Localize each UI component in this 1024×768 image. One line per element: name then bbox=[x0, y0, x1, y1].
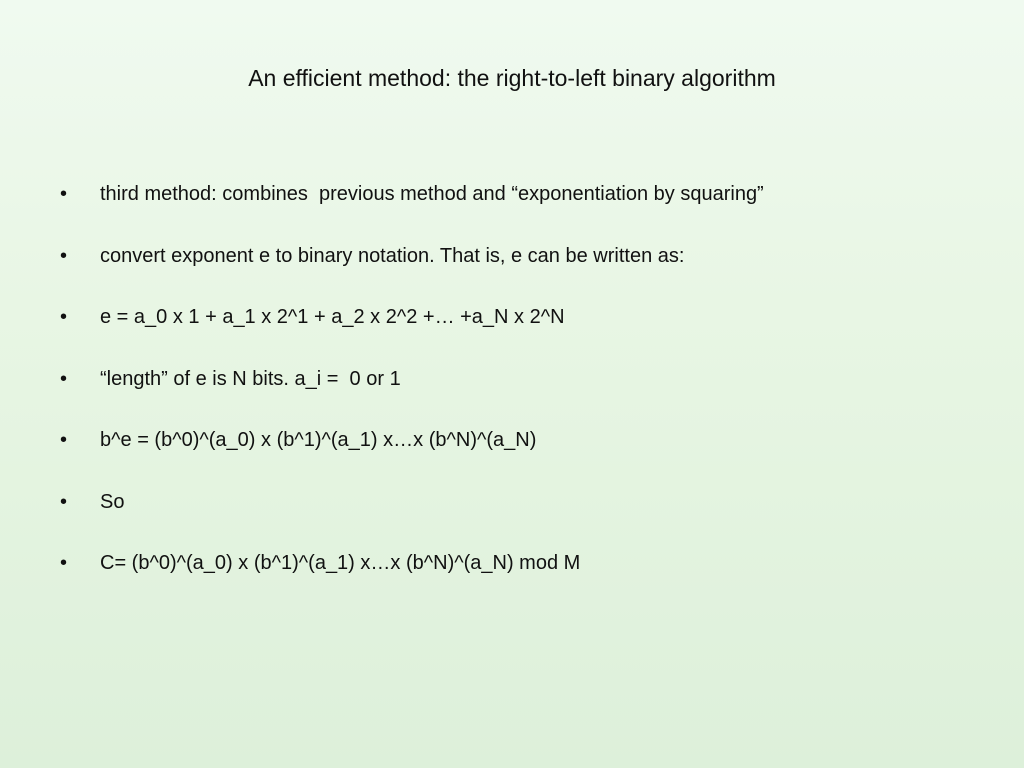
bullet-dot-icon: • bbox=[60, 429, 68, 451]
bullet-item bbox=[60, 547, 980, 609]
slide-title: An efficient method: the right-to-left binary algorithm bbox=[248, 65, 776, 91]
bullet-item bbox=[60, 424, 980, 486]
bullet-text: third method: combines previous method and “exponentiation by squaring” bbox=[100, 183, 764, 205]
bullet-dot-icon: • bbox=[60, 552, 68, 574]
bullet-dot-icon: • bbox=[60, 306, 68, 328]
bullet-item bbox=[60, 178, 980, 240]
bullet-text: b^e = (b^0)^(a_0) x (b^1)^(a_1) x…x (b^N)^(a_N) bbox=[100, 429, 537, 451]
bullet-text: “length” of e is N bits. a_i = 0 or 1 bbox=[100, 367, 401, 390]
bullet-item bbox=[60, 240, 980, 302]
bullet-item bbox=[60, 301, 980, 363]
bullet-text: C= (b^0)^(a_0) x (b^1)^(a_1) x…x (b^N)^(a_N) mod M bbox=[100, 552, 581, 574]
bullet-list bbox=[60, 178, 980, 609]
bullet-text: convert exponent e to binary notation. That is, e can be written as: bbox=[100, 244, 685, 267]
bullet-text: So bbox=[100, 490, 125, 513]
bullet-dot-icon: • bbox=[60, 490, 68, 513]
bullet-dot-icon: • bbox=[60, 183, 68, 205]
bullet-dot-icon: • bbox=[60, 367, 68, 390]
bullet-item bbox=[60, 486, 980, 548]
bullet-item bbox=[60, 363, 980, 425]
bullet-dot-icon: • bbox=[60, 244, 68, 267]
bullet-text: e = a_0 x 1 + a_1 x 2^1 + a_2 x 2^2 +… +a_N x 2^N bbox=[100, 306, 565, 328]
